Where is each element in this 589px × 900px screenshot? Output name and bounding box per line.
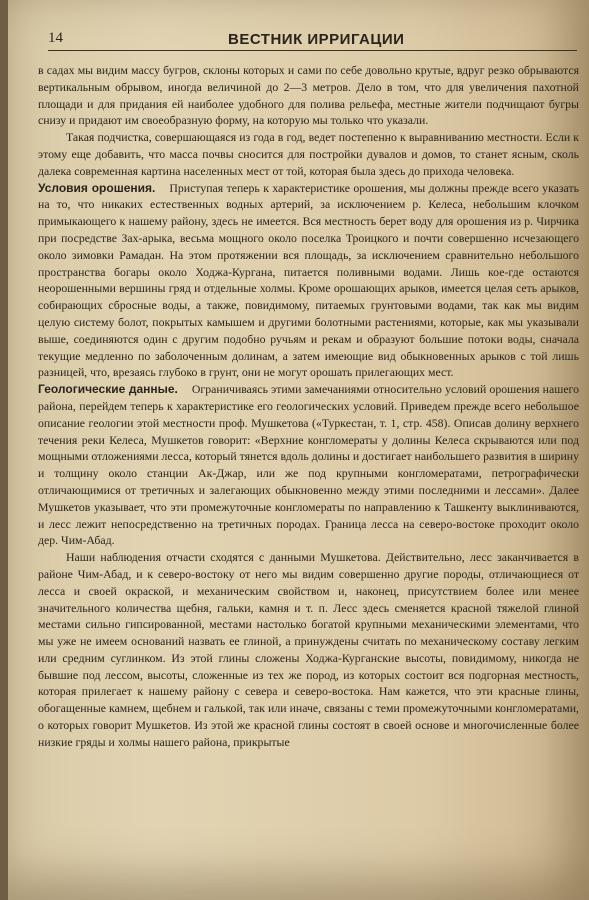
- journal-title: ВЕСТНИК ИРРИГАЦИИ: [228, 31, 405, 48]
- section-geology: [38, 381, 579, 549]
- article-body: [38, 62, 579, 751]
- section-text-irrigation: Приступая теперь к характеристике орошения, мы должны прежде всего указать на то, что никаких естественных водных артерий, за исключением р. Келеса, небольшим клочком примыкающего к нашему району, здесь не имеется. Вся местность берет воду для орошения из р. Чирчика при посредстве Зах-арыка, весьма мощного около поселка Троицкого и почти совершенно исчезающего около зимовки Рамадан. На этом протяжении вся площадь, за исключением сравнительно небольшого пространства богары около Ходжа-Кургана, питается поливными водами. Лишь кое-где остаются неорошенными вершины гряд и отдельные холмы. Кроме орошающих арыков, имеется целая сеть арыков, собирающих сбросные воды, а также, повидимому, питаемых грунтовыми водами, так как мы видим целую систему болот, покрытых камышем и другими болотными растениями, которые, как мы указывали выше, соединяются один с другим подобно ручьям и рекам и образуют большие потоки воды, сначала текущие медленно по заболоченным долинам, а затем имеющие вид обыкновенных арыков с той лишь разницей, что, врезаясь глубоко в грунт, они не могут орошать прилегающих мест.: [38, 180, 579, 380]
- page-header: [48, 28, 577, 51]
- section-heading-geology: Геологические данные.: [38, 382, 178, 397]
- section-heading-irrigation: Условия орошения.: [38, 180, 156, 195]
- section-text-geology: Ограничиваясь этими замечаниями относительно условий орошения нашего района, перейдем теперь к характеристике его геологических условий. Приведем прежде всего небольшое описание геологии этой местности проф. Мушкетова («Туркестан, т. 1, стр. 458). Описав долину верхнего течения реки Келеса, Мушкетов говорит: «Верхние конгломераты у долины Келеса скрываются или под мощными отложениями лесса, который тянется вдоль долины и достигает наибольшего развития в ширину и толщину около станции Ак-Джар, или же под крупными конгломератами, петрографически отличающимися от третичных и залегающих обыкновенно между этими последними и лессами». Далее Мушкетов указывает, что эти промежуточные конгломераты по направлению к Ташкенту выклиниваются, и лесс лежит непосредственно на третичных породах. Граница лесса на северо-востоке проходит около дер. Чим-Абад.: [38, 382, 579, 548]
- section-irrigation: [38, 180, 579, 382]
- paragraph-observations: Наши наблюдения отчасти сходятся с данными Мушкетова. Действительно, лесс заканчивается в районе Чим-Абад, и к северо-востоку от него мы видим совершенно другие породы, отличающиеся от лесса и своей окраской, и механическим свойством и, наконец, присутствием более или менее значительного количества щебня, гальки, камня и т. п. Лесс здесь сменяется красной тяжелой глиной местами сильно гипсированной, местами настолько богатой крупными механическими элементами, что мы уже не имеем оснований назвать ее глиной, а принуждены считать по механическому составу легким или средним суглинком. Из этой глины сложены Ходжа-Курганские высоты, повидимому, никогда не бывшие под лессом, высоты, сложенные из тех же пород, из которых состоит вся подгорная местность, которая прилегает к нашему району с севера и северо-востока. Нам кажется, что эти красные глины, обогащенные камнем, щебнем и галькой, так или иначе, связаны с теми промежуточными конгломератами, о которых говорит Мушкетов. Из этой же красной глины состоят в своей основе и многочисленные более низкие гряды и холмы нашего района, прикрытые: [38, 550, 579, 749]
- paragraph-gardens: в садах мы видим массу бугров, склоны которых и сами по себе довольно крутые, вдруг резко обрываются вертикальным обрывом, иногда величиной до 2—3 метров. Дело в том, что для увеличения пахотной площади и для придания ей наиболее удобного для полива рельефа, местные жители подчищают бугры снизу и придают им своеобразную форму, на которую мы только что указали.: [38, 63, 579, 128]
- page-number: 14: [48, 30, 63, 46]
- journal-page: [8, 0, 589, 900]
- paragraph-leveling: Такая подчистка, совершающаяся из года в год, ведет постепенно к выравниванию местности. Если к этому еще добавить, что масса почвы сносится для постройки дувалов и домов, то станет ясным, сколь далека современная картина населенных мест от той, которая была здесь до прихода человека.: [38, 130, 579, 178]
